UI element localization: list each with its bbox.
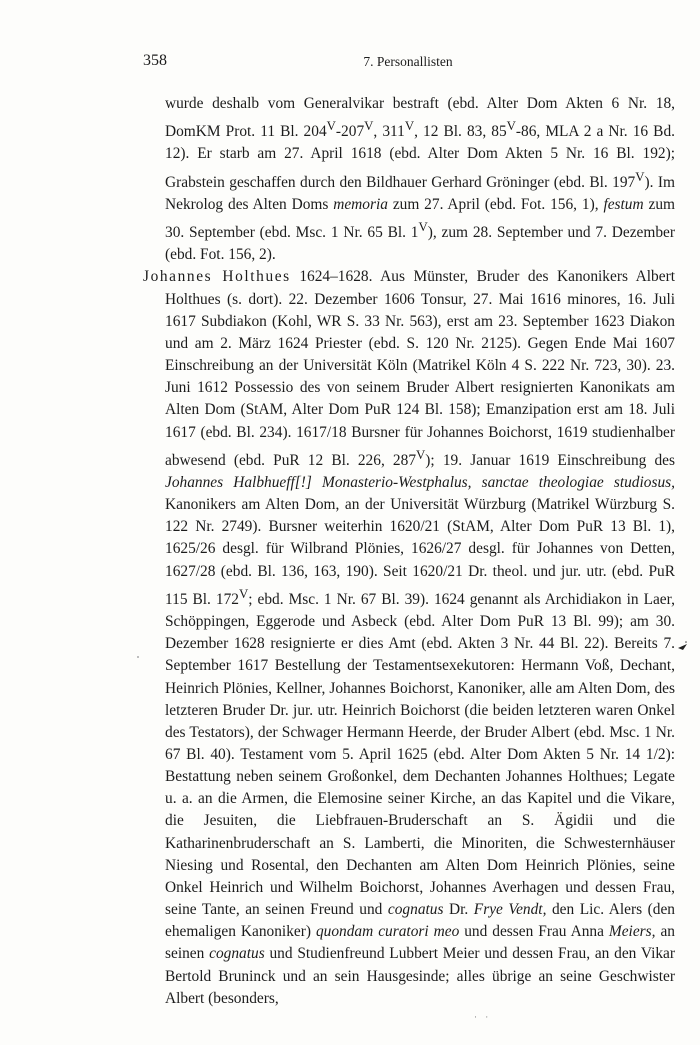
page-header	[143, 52, 673, 74]
page-number: 358	[143, 52, 167, 69]
holthues-entry-paragraph: Johannes Holthues 1624–1628. Aus Münster, Bruder des Kanonikers Albert Holthues (s. dort). 22. Dezember 1606 Tonsur, 27. Mai 1616 minores, 16. Juli 1617 Subdiakon (Kohl, WR S. 33 Nr. 563), erst am 23. September 1623 Diakon und am 2. März 1624 Priester (ebd. S. 120 Nr. 2125). Gegen Ende Mai 1607 Einschreibung an der Universität Köln (Matrikel Köln 4 S. 222 Nr. 723, 30). 23. Juni 1612 Possessio des von seinem Bruder Albert resignierten Kanonikats am Alten Dom (StAM, Alter Dom PuR 124 Bl. 158); Emanzipation erst am 18. Juli 1617 (ebd. Bl. 234). 1617/18 Bursner für Johannes Boichorst, 1619 studienhalber abwesend (ebd. PuR 12 Bl. 226, $287^V$); 19. Januar 1619 Einschreibung des Johannes Halbhueff[!] Monasterio-Westphalus, sanctae theologiae studiosus, Kanonikers am Alten Dom, an der Universität Würzburg (Matrikel Würzburg S. 122 Nr. 2749). Bursner weiterhin 1620/21 (StAM, Alter Dom PuR 13 Bl. 1), 1625/26 desgl. für Wilbrand Plönies, 1626/27 desgl. für Johannes von Detten, 1627/28 (ebd. Bl. 136, 163, 190). Seit 1620/21 Dr. theol. und jur. utr. (ebd. PuR 115 Bl. $172^V$; ebd. Msc. 1 Nr. 67 Bl. 39). 1624 genannt als Archidiakon in Laer, Schöppingen, Eggerode und Asbeck (ebd. Alter Dom PuR 13 Bl. 99); am 30. Dezember 1628 resignierte er dies Amt (ebd. Akten 3 Nr. 44 Bl. 22). Bereits 7. September 1617 Bestellung der Testamentsexekutoren: Hermann Voß, Dechant, Heinrich Plönies, Kellner, Johannes Boichorst, Kanoniker, alle am Alten Dom, des letzteren Bruder Dr. jur. utr. Heinrich Boichorst (die beiden letzteren waren Onkel des Testators), der Schwager Hermann Heerde, der Bruder Albert (ebd. Msc. 1 Nr. 67 Bl. 40). Testament vom 5. April 1625 (ebd. Alter Dom Akten 5 Nr. 14 1/2): Bestattung neben seinem Großonkel, dem Dechanten Johannes Holthues; Legate u. a. an die Armen, die Elemosine seiner Kirche, an das Kapitel und die Vikare, die Jesuiten, die Liebfrauen-Bruderschaft an S. Ägidii und die Katharinenbruderschaft an S. Lamberti, die Minoriten, die Schwesternhäuser Niesing und Rosental, den Dechanten am Alten Dom Heinrich Plönies, seine Onkel Heinrich und Wilhelm Boichorst, Johannes Averhagen und dessen Frau, seine Tante, an seinen Freund und cognatus Dr. Frye Vendt, den Lic. Alers (den ehemaligen Kanoniker) quondam curatori meo und dessen Frau Anna Meiers, an seinen cognatus und Studienfreund Lubbert Meier und dessen Frau, an den Vikar Bertold Bruninck und an sein Hausgesinde; alles übrige an seine Geschwister Albert (besonders,	[143, 268, 675, 1007]
margin-tick-mark	[677, 640, 689, 652]
body-text	[143, 93, 675, 1010]
margin-mark	[137, 656, 139, 658]
running-title: 7. Personallisten	[363, 54, 453, 69]
continued-entry-paragraph: wurde deshalb vom Generalvikar bestraft (ebd. Alter Dom Akten 6 Nr. 18, DomKM Prot. 11 Bl. $204^V-207^V$, $311^V$, 12 Bl. 83, $85^V-86$, MLA 2 a Nr. 16 Bd. 12). Er starb am 27. April 1618 (ebd. Alter Dom Akten 5 Nr. 16 Bl. 192); Grabstein geschaffen durch den Bildhauer Gerhard Gröninger (ebd. Bl. $197^V$). Im Nekrolog des Alten Doms memoria zum 27. April (ebd. Fot. 156, 1), festum zum 30. September (ebd. Msc. 1 Nr. 65 Bl. $1^V$), zum 28. September und 7. Dezember (ebd. Fot. 156, 2).	[165, 95, 675, 264]
person-name: Johannes Holthues	[143, 268, 291, 286]
scan-speck: · ·	[474, 1012, 492, 1022]
